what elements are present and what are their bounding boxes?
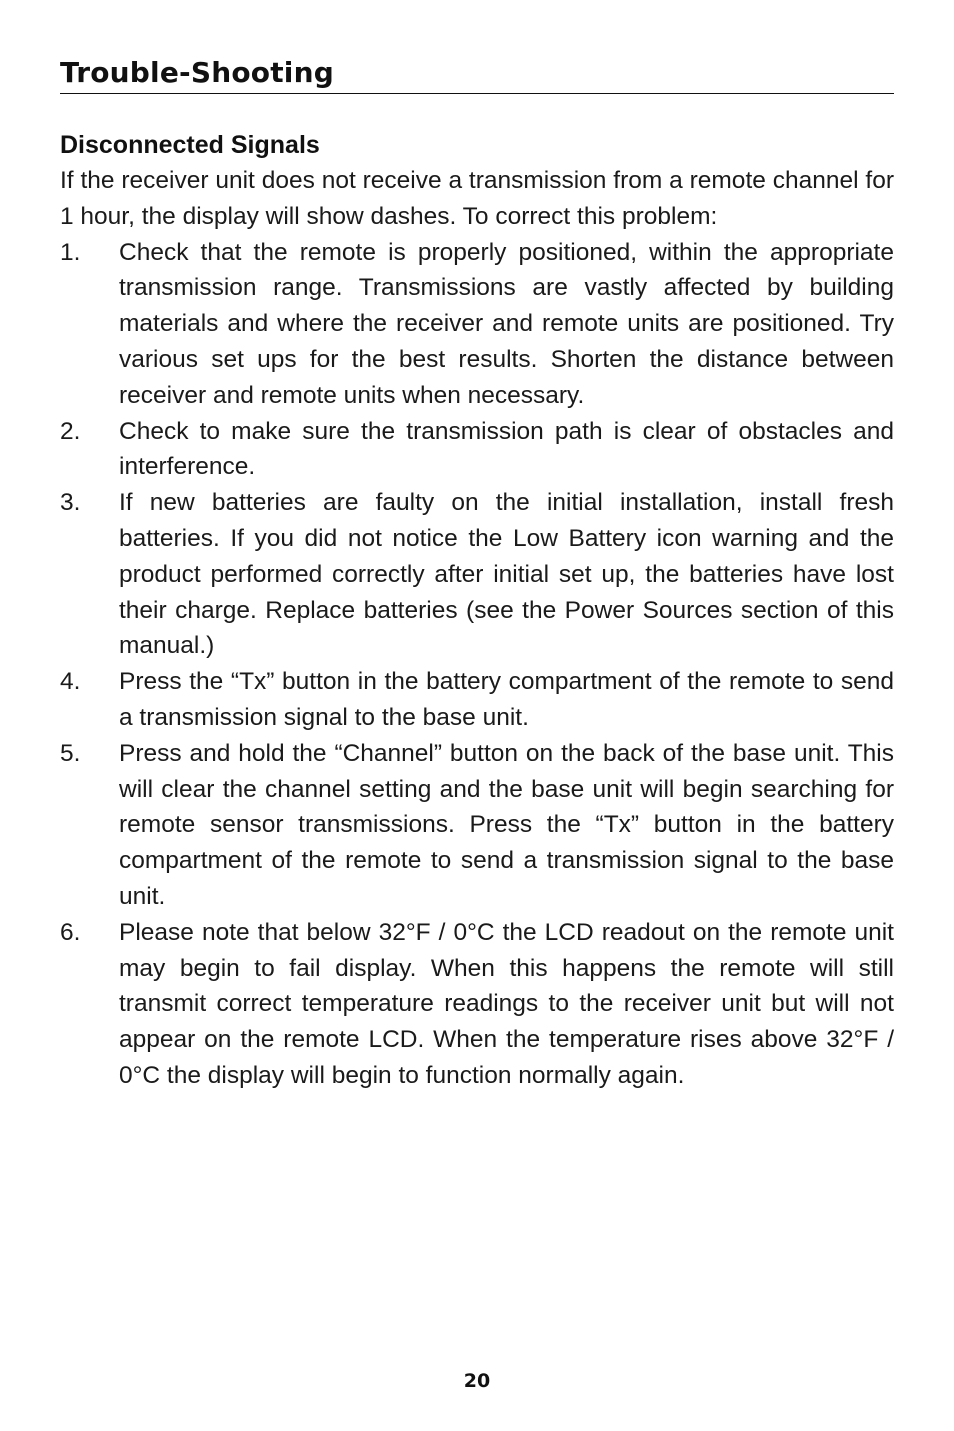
troubleshooting-steps [60,235,894,1094]
step-text: Check that the remote is properly positioned, within the appropriate transmission range. Transmissions are vastly affected by building materials and where the receiver and remote units are positioned. Try various set ups for the best results. Shorten the distance between receiver and remote units when necessary. [119,238,894,409]
step-number: 4. [60,668,81,696]
section-title: Trouble-Shooting [60,56,334,89]
step-item [60,664,894,736]
step-item [60,915,894,1094]
step-item [60,736,894,915]
intro-paragraph: If the receiver unit does not receive a transmission from a remote channel for 1 hour, the display will show dashes. To correct this problem: [60,167,894,230]
step-item [60,235,894,414]
step-number: 3. [60,489,81,517]
step-item [60,414,894,486]
step-text: Please note that below 32°F / 0°C the LCD readout on the remote unit may begin to fail display. When this happens the remote will still transmit correct temperature readings to the receiver unit but will not appear on the remote LCD. When the temperature rises above 32°F / 0°C the display will begin to function normally again. [119,918,894,1089]
manual-page [60,0,894,1431]
page-number: 20 [463,1370,491,1392]
page-content [60,128,894,1094]
step-number: 5. [60,739,81,767]
step-item [60,485,894,664]
step-number: 2. [60,417,81,445]
step-number: 1. [60,238,81,266]
step-number: 6. [60,918,81,946]
step-text: Press and hold the “Channel” button on the back of the base unit. This will clear the channel setting and the base unit will begin searching for remote sensor transmissions. Press the “Tx” button in the battery compartment of the remote to send a transmission signal to the base unit. [119,739,894,910]
step-text: If new batteries are faulty on the initial installation, install fresh batteries. If you did not notice the Low Battery icon warning and the product performed correctly after initial set up, the batteries have lost their charge. Replace batteries (see the Power Sources section of this manual.) [119,489,894,660]
title-divider [60,93,894,94]
step-text: Check to make sure the transmission path is clear of obstacles and interference. [119,417,894,481]
subheading: Disconnected Signals [60,131,320,159]
step-text: Press the “Tx” button in the battery compartment of the remote to send a transmission signal to the base unit. [119,668,894,731]
